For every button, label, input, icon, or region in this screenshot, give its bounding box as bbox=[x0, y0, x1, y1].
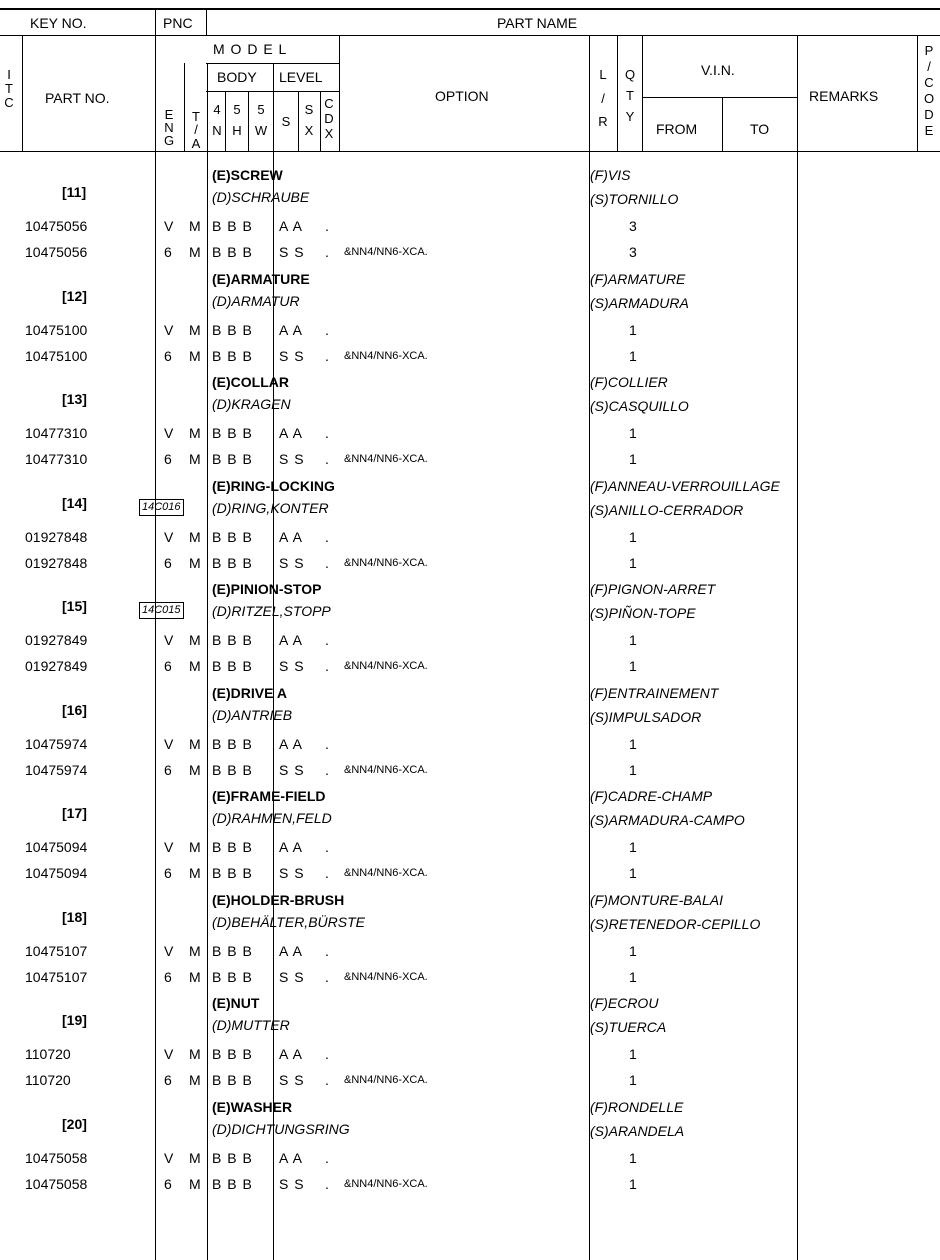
part-name-french: (F)CADRE-CHAMP bbox=[590, 788, 713, 804]
body-header: BODY bbox=[217, 69, 257, 85]
option-code: &NN4/NN6-XCA. bbox=[344, 1178, 428, 1190]
level-codes: S S bbox=[279, 555, 305, 571]
option-code: &NN4/NN6-XCA. bbox=[344, 971, 428, 983]
quantity: 1 bbox=[629, 555, 637, 571]
engine-code: V bbox=[164, 425, 174, 441]
part-name-spanish: (S)ARMADURA-CAMPO bbox=[590, 812, 745, 828]
option-code: &NN4/NN6-XCA. bbox=[344, 764, 428, 776]
part-number: 10477310 bbox=[25, 451, 88, 467]
quantity: 1 bbox=[629, 1150, 637, 1166]
body-codes: B B B bbox=[212, 555, 253, 571]
part-name-english: (E)COLLAR bbox=[212, 374, 289, 390]
option-code: &NN4/NN6-XCA. bbox=[344, 867, 428, 879]
engine-code: V bbox=[164, 943, 174, 959]
part-name-english: (E)PINION-STOP bbox=[212, 581, 322, 597]
ta-code: M bbox=[189, 451, 201, 467]
col-pcode-left bbox=[917, 36, 918, 151]
part-number: 10475100 bbox=[25, 322, 88, 338]
part-number: 10475056 bbox=[25, 244, 88, 260]
ta-code: M bbox=[189, 865, 201, 881]
level-dot: . bbox=[325, 839, 329, 855]
part-name-spanish: (S)RETENEDOR-CEPILLO bbox=[590, 916, 761, 932]
part-no-header: PART NO. bbox=[45, 90, 110, 106]
quantity: 1 bbox=[629, 451, 637, 467]
part-name-spanish: (S)ANILLO-CERRADOR bbox=[590, 502, 744, 518]
level-codes: A A bbox=[279, 529, 304, 545]
ta-code: M bbox=[189, 425, 201, 441]
part-name-french: (F)ENTRAINEMENT bbox=[590, 685, 719, 701]
level-dot: . bbox=[325, 529, 329, 545]
vin-from-header: FROM bbox=[656, 121, 698, 137]
engine-code: 6 bbox=[164, 555, 172, 571]
level-codes: A A bbox=[279, 322, 304, 338]
level-dot: . bbox=[325, 451, 329, 467]
engine-code: V bbox=[164, 1150, 174, 1166]
ta-code: M bbox=[189, 839, 201, 855]
part-name-french: (F)ARMATURE bbox=[590, 271, 686, 287]
quantity: 1 bbox=[629, 865, 637, 881]
part-number: 10475058 bbox=[25, 1150, 88, 1166]
part-number: 10475094 bbox=[25, 839, 88, 855]
part-number: 10475100 bbox=[25, 348, 88, 364]
ta-code: M bbox=[189, 1150, 201, 1166]
part-name-spanish: (S)CASQUILLO bbox=[590, 398, 689, 414]
col-vin-left bbox=[642, 36, 643, 151]
quantity: 1 bbox=[629, 736, 637, 752]
pnc-header: PNC bbox=[163, 15, 193, 31]
col-body-sub2 bbox=[248, 91, 249, 151]
body-codes: B B B bbox=[212, 1150, 253, 1166]
level-dot: . bbox=[325, 218, 329, 234]
part-name-german: (D)ANTRIEB bbox=[212, 707, 293, 723]
vin-header: V.I.N. bbox=[701, 62, 735, 78]
quantity: 1 bbox=[629, 943, 637, 959]
level-codes: A A bbox=[279, 218, 304, 234]
ta-code: M bbox=[189, 658, 201, 674]
option-code: &NN4/NN6-XCA. bbox=[344, 453, 428, 465]
level-s-header: S bbox=[281, 114, 291, 129]
part-name-english: (E)HOLDER-BRUSH bbox=[212, 892, 345, 908]
level-codes: S S bbox=[279, 451, 305, 467]
body-codes: B B B bbox=[212, 348, 253, 364]
part-number: 10475974 bbox=[25, 762, 88, 778]
option-code: &NN4/NN6-XCA. bbox=[344, 246, 428, 258]
engine-code: V bbox=[164, 218, 174, 234]
col-ta-line bbox=[207, 63, 208, 1260]
col-itc-line bbox=[22, 36, 23, 151]
col-level-sx bbox=[320, 91, 321, 151]
part-name-spanish: (S)IMPULSADOR bbox=[590, 709, 702, 725]
level-dot: . bbox=[325, 322, 329, 338]
col-pnc-left bbox=[155, 10, 156, 1260]
level-dot: . bbox=[325, 632, 329, 648]
level-dot: . bbox=[325, 1046, 329, 1062]
body-codes: B B B bbox=[212, 865, 253, 881]
part-name-english: (E)RING-LOCKING bbox=[212, 478, 335, 494]
body-codes: B B B bbox=[212, 658, 253, 674]
key-number: [12] bbox=[62, 288, 87, 304]
body-codes: B B B bbox=[212, 322, 253, 338]
quantity: 1 bbox=[629, 1046, 637, 1062]
part-name-german: (D)DICHTUNGSRING bbox=[212, 1121, 350, 1137]
part-number: 10475107 bbox=[25, 969, 88, 985]
col-remarks-left bbox=[797, 36, 798, 1260]
part-number: 110720 bbox=[25, 1046, 71, 1062]
ta-code: M bbox=[189, 969, 201, 985]
quantity: 1 bbox=[629, 969, 637, 985]
part-name-french: (F)ECROU bbox=[590, 995, 659, 1011]
part-number: 10475094 bbox=[25, 865, 88, 881]
engine-code: 6 bbox=[164, 1176, 172, 1192]
engine-code: 6 bbox=[164, 865, 172, 881]
body-codes: B B B bbox=[212, 218, 253, 234]
level-codes: A A bbox=[279, 632, 304, 648]
part-name-german: (D)RAHMEN,FELD bbox=[212, 810, 332, 826]
part-number: 10477310 bbox=[25, 425, 88, 441]
col-eng-line bbox=[184, 63, 185, 151]
level-codes: S S bbox=[279, 969, 305, 985]
body-codes: B B B bbox=[212, 943, 253, 959]
engine-code: V bbox=[164, 322, 174, 338]
body-codes: B B B bbox=[212, 244, 253, 260]
ta-code: M bbox=[189, 322, 201, 338]
col-body-sub1 bbox=[225, 91, 226, 151]
level-codes: A A bbox=[279, 1046, 304, 1062]
level-dot: . bbox=[325, 425, 329, 441]
part-number: 10475058 bbox=[25, 1176, 88, 1192]
level-codes: S S bbox=[279, 1072, 305, 1088]
engine-code: V bbox=[164, 839, 174, 855]
quantity: 1 bbox=[629, 322, 637, 338]
header-bottom-line bbox=[0, 151, 940, 152]
quantity: 1 bbox=[629, 1072, 637, 1088]
engine-code: V bbox=[164, 632, 174, 648]
vin-to-header: TO bbox=[750, 121, 770, 137]
body-codes: B B B bbox=[212, 736, 253, 752]
ta-code: M bbox=[189, 943, 201, 959]
level-codes: A A bbox=[279, 425, 304, 441]
body-codes: B B B bbox=[212, 529, 253, 545]
part-name-english: (E)WASHER bbox=[212, 1099, 293, 1115]
col-level-s bbox=[298, 91, 299, 151]
part-name-german: (D)RING,KONTER bbox=[212, 500, 329, 516]
option-header: OPTION bbox=[435, 88, 489, 104]
level-dot: . bbox=[325, 1176, 329, 1192]
part-name-french: (F)RONDELLE bbox=[590, 1099, 684, 1115]
body-codes: B B B bbox=[212, 1176, 253, 1192]
option-code: &NN4/NN6-XCA. bbox=[344, 350, 428, 362]
ta-code: M bbox=[189, 529, 201, 545]
ta-code: M bbox=[189, 762, 201, 778]
part-name-french: (F)PIGNON-ARRET bbox=[590, 581, 716, 597]
quantity: 3 bbox=[629, 218, 637, 234]
col-lr-left bbox=[589, 36, 590, 1260]
level-codes: A A bbox=[279, 736, 304, 752]
body-codes: B B B bbox=[212, 1046, 253, 1062]
level-codes: A A bbox=[279, 839, 304, 855]
key-no-header: KEY NO. bbox=[30, 15, 87, 31]
quantity: 1 bbox=[629, 658, 637, 674]
key-number: [18] bbox=[62, 909, 87, 925]
part-number: 10475107 bbox=[25, 943, 88, 959]
level-codes: A A bbox=[279, 1150, 304, 1166]
part-name-german: (D)ARMATUR bbox=[212, 293, 300, 309]
part-name-english: (E)SCREW bbox=[212, 167, 283, 183]
level-dot: . bbox=[325, 736, 329, 752]
vin-line bbox=[642, 97, 797, 98]
quantity: 1 bbox=[629, 529, 637, 545]
body-codes: B B B bbox=[212, 762, 253, 778]
level-dot: . bbox=[325, 658, 329, 674]
engine-code: V bbox=[164, 1046, 174, 1062]
ta-code: M bbox=[189, 736, 201, 752]
level-codes: S S bbox=[279, 762, 305, 778]
engine-code: 6 bbox=[164, 348, 172, 364]
part-name-english: (E)DRIVE A bbox=[212, 685, 287, 701]
header-row1-line bbox=[0, 35, 940, 36]
level-dot: . bbox=[325, 348, 329, 364]
key-number: [20] bbox=[62, 1116, 87, 1132]
level-codes: S S bbox=[279, 658, 305, 674]
body-codes: B B B bbox=[212, 969, 253, 985]
level-dot: . bbox=[325, 244, 329, 260]
quantity: 1 bbox=[629, 348, 637, 364]
option-code: &NN4/NN6-XCA. bbox=[344, 660, 428, 672]
part-number: 110720 bbox=[25, 1072, 71, 1088]
level-dot: . bbox=[325, 555, 329, 571]
engine-code: V bbox=[164, 736, 174, 752]
part-number: 01927848 bbox=[25, 555, 88, 571]
ta-code: M bbox=[189, 1176, 201, 1192]
ta-code: M bbox=[189, 244, 201, 260]
level-codes: A A bbox=[279, 943, 304, 959]
part-name-french: (F)COLLIER bbox=[590, 374, 668, 390]
part-name-spanish: (S)TORNILLO bbox=[590, 191, 679, 207]
level-dot: . bbox=[325, 969, 329, 985]
part-number: 10475056 bbox=[25, 218, 88, 234]
engine-code: 6 bbox=[164, 451, 172, 467]
engine-code: 6 bbox=[164, 1072, 172, 1088]
part-name-english: (E)NUT bbox=[212, 995, 260, 1011]
part-number: 01927848 bbox=[25, 529, 88, 545]
ta-code: M bbox=[189, 348, 201, 364]
part-name-german: (D)MUTTER bbox=[212, 1017, 290, 1033]
pnc-stamp: 14C016 bbox=[139, 499, 184, 516]
part-name-spanish: (S)ARANDELA bbox=[590, 1123, 685, 1139]
part-name-spanish: (S)TUERCA bbox=[590, 1019, 667, 1035]
part-name-french: (F)ANNEAU-VERROUILLAGE bbox=[590, 478, 780, 494]
quantity: 1 bbox=[629, 1176, 637, 1192]
part-name-header: PART NAME bbox=[497, 15, 578, 31]
body-codes: B B B bbox=[212, 451, 253, 467]
key-number: [14] bbox=[62, 495, 87, 511]
engine-code: 6 bbox=[164, 762, 172, 778]
key-number: [11] bbox=[62, 184, 87, 200]
part-name-french: (F)VIS bbox=[590, 167, 631, 183]
level-codes: S S bbox=[279, 348, 305, 364]
engine-code: 6 bbox=[164, 244, 172, 260]
option-code: &NN4/NN6-XCA. bbox=[344, 557, 428, 569]
body-codes: B B B bbox=[212, 632, 253, 648]
pnc-stamp: 14C015 bbox=[139, 602, 184, 619]
remarks-header: REMARKS bbox=[809, 88, 879, 104]
ta-code: M bbox=[189, 1072, 201, 1088]
col-vin-mid bbox=[722, 97, 723, 151]
col-option-left bbox=[339, 36, 340, 151]
ta-code: M bbox=[189, 1046, 201, 1062]
key-number: [15] bbox=[62, 598, 87, 614]
part-name-german: (D)SCHRAUBE bbox=[212, 189, 310, 205]
engine-code: 6 bbox=[164, 969, 172, 985]
ta-code: M bbox=[189, 218, 201, 234]
key-number: [19] bbox=[62, 1012, 87, 1028]
key-number: [17] bbox=[62, 805, 87, 821]
level-codes: S S bbox=[279, 865, 305, 881]
level-dot: . bbox=[325, 762, 329, 778]
option-code: &NN4/NN6-XCA. bbox=[344, 1074, 428, 1086]
part-name-spanish: (S)PIÑON-TOPE bbox=[590, 605, 696, 621]
part-name-english: (E)ARMATURE bbox=[212, 271, 310, 287]
ta-code: M bbox=[189, 632, 201, 648]
quantity: 1 bbox=[629, 762, 637, 778]
ta-code: M bbox=[189, 555, 201, 571]
part-name-german: (D)KRAGEN bbox=[212, 396, 291, 412]
quantity: 1 bbox=[629, 425, 637, 441]
level-dot: . bbox=[325, 1150, 329, 1166]
part-name-english: (E)FRAME-FIELD bbox=[212, 788, 326, 804]
model-header: M O D E L bbox=[213, 41, 288, 57]
level-dot: . bbox=[325, 865, 329, 881]
col-qty-left bbox=[617, 36, 618, 151]
key-number: [13] bbox=[62, 391, 87, 407]
part-name-german: (D)BEHÄLTER,BÜRSTE bbox=[212, 914, 365, 930]
key-number: [16] bbox=[62, 702, 87, 718]
level-header: LEVEL bbox=[279, 69, 323, 85]
col-pnc-right bbox=[206, 10, 207, 35]
body-codes: B B B bbox=[212, 1072, 253, 1088]
part-name-french: (F)MONTURE-BALAI bbox=[590, 892, 723, 908]
engine-code: V bbox=[164, 529, 174, 545]
body-codes: B B B bbox=[212, 425, 253, 441]
part-number: 10475974 bbox=[25, 736, 88, 752]
top-border bbox=[0, 8, 940, 10]
part-number: 01927849 bbox=[25, 632, 88, 648]
body-codes: B B B bbox=[212, 839, 253, 855]
part-name-spanish: (S)ARMADURA bbox=[590, 295, 689, 311]
level-dot: . bbox=[325, 943, 329, 959]
quantity: 3 bbox=[629, 244, 637, 260]
part-name-german: (D)RITZEL,STOPP bbox=[212, 603, 331, 619]
engine-code: 6 bbox=[164, 658, 172, 674]
col-body-line bbox=[273, 63, 274, 1260]
level-dot: . bbox=[325, 1072, 329, 1088]
level-codes: S S bbox=[279, 1176, 305, 1192]
part-number: 01927849 bbox=[25, 658, 88, 674]
quantity: 1 bbox=[629, 632, 637, 648]
level-codes: S S bbox=[279, 244, 305, 260]
quantity: 1 bbox=[629, 839, 637, 855]
